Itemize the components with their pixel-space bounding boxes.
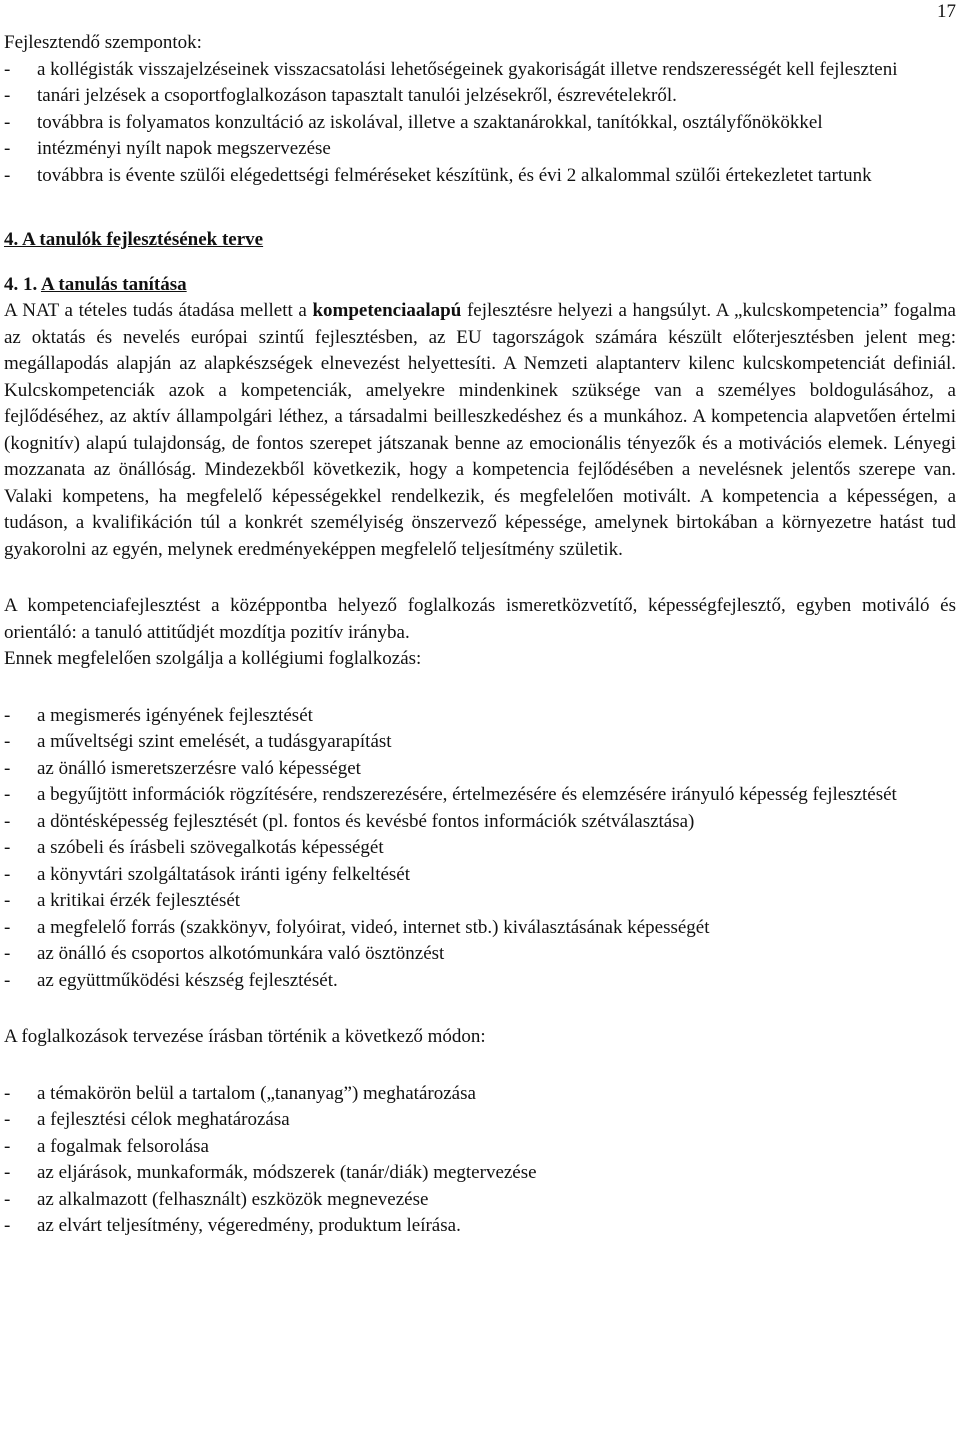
list-item-text: a megfelelő forrás (szakkönyv, folyóirat, videó, internet stb.) kiválasztásának képességét — [37, 916, 710, 938]
list-item-text: az együttműködési készség fejlesztését. — [37, 969, 338, 991]
list-dash: - — [4, 138, 11, 159]
list-item-text: a kritikai érzék fejlesztését — [37, 890, 241, 911]
list-item — [4, 782, 956, 809]
list-dash: - — [4, 1082, 11, 1104]
list-dash: - — [4, 111, 11, 133]
list-dash: - — [4, 784, 11, 805]
list-item — [4, 57, 956, 84]
subsection-heading — [4, 272, 956, 299]
spacer — [4, 189, 956, 227]
list-item-text: az elvárt teljesítmény, végeredmény, produktum leírása. — [37, 1215, 461, 1236]
list-dash: - — [4, 1215, 11, 1236]
list-item-text: az alkalmazott (felhasznált) eszközök megnevezése — [37, 1188, 429, 1210]
paragraph-planning-intro: A foglalkozások tervezése írásban történik a következő módon: — [4, 1026, 486, 1047]
list-item — [4, 1081, 956, 1108]
spacer — [4, 673, 956, 703]
serve-items-list — [4, 703, 956, 995]
list-item — [4, 941, 956, 968]
list-item-text: továbbra is évente szülői elégedettségi felméréseket készítünk, és évi 2 alkalommal szülői értekezletet tartunk — [37, 164, 872, 186]
list-item — [4, 968, 956, 995]
list-dash: - — [4, 1188, 11, 1210]
list-dash: - — [4, 837, 11, 858]
paragraph-competence — [4, 298, 956, 563]
list-item — [4, 1187, 956, 1214]
spacer — [4, 1051, 956, 1081]
list-dash: - — [4, 85, 11, 106]
list-item-text: továbbra is folyamatos konzultáció az iskolával, illetve a szaktanárokkal, tanítókkal, osztályfőnökökkel — [37, 111, 823, 133]
list-dash: - — [4, 757, 11, 779]
subsection-title: A tanulás tanítása — [40, 273, 187, 295]
list-item — [4, 83, 956, 110]
list-dash: - — [4, 943, 11, 964]
list-item-text: a döntésképesség fejlesztését (pl. fontos és kevésbé fontos információk szétválasztása) — [37, 810, 695, 832]
list-item-text: az önálló ismeretszerzésre való képességet — [37, 757, 361, 779]
list-item — [4, 915, 956, 942]
list-item — [4, 136, 956, 163]
spacer — [4, 563, 956, 593]
list-dash: - — [4, 1135, 11, 1157]
list-dash: - — [4, 164, 11, 186]
list-item — [4, 862, 956, 889]
spacer — [4, 254, 956, 272]
list-dash: - — [4, 916, 11, 938]
list-dash: - — [4, 58, 11, 80]
paragraph-competence-development: A kompetenciafejlesztést a középpontba helyező foglalkozás ismeretközvetítő, képességfejlesztő, egyben motiváló és orientáló: a tanuló attitűdjét mozdítja pozitív irányba. — [4, 595, 956, 643]
list-item-text: a begyűjtött információk rögzítésére, rendszerezésére, értelmezésére és elemzésére irányuló képesség fejlesztését — [37, 784, 897, 805]
list-item — [4, 888, 956, 915]
list-dash: - — [4, 810, 11, 832]
subsection-number: 4. 1. — [4, 273, 38, 295]
paragraph-text: A NAT a tételes tudás átadása mellett a — [4, 300, 313, 321]
list-dash: - — [4, 704, 11, 726]
list-item-text: a szóbeli és írásbeli szövegalkotás képességét — [37, 837, 384, 858]
list-dash: - — [4, 1162, 11, 1183]
page-number: 17 — [937, 1, 956, 22]
paragraph-serves-intro: Ennek megfelelően szolgálja a kollégiumi foglalkozás: — [4, 648, 422, 669]
list-item — [4, 1213, 956, 1240]
list-item — [4, 163, 956, 190]
list-item — [4, 809, 956, 836]
list-item-text: a műveltségi szint emelését, a tudásgyarapítást — [37, 731, 392, 752]
list-item-text: a kollégisták visszajelzéseinek visszacsatolási lehetőségeinek gyakoriságát illetve rendszerességét kell fejleszteni — [37, 58, 898, 80]
list-item — [4, 1107, 956, 1134]
list-item — [4, 1134, 956, 1161]
bold-term: kompetenciaalapú — [312, 300, 462, 321]
list-item-text: tanári jelzések a csoportfoglalkozáson tapasztalt tanulói jelzésekről, észrevételekről. — [37, 85, 677, 106]
paragraph-text: fejlesztésre helyezi a hangsúlyt. A „kulcskompetencia” fogalma az oktatás és nevelés európai szintű fejlesztésben, az EU tagországok számára készült előterjesztésben jelent meg: megállapodás alapján az alapkészségek elnevezést helyettesíti. A Nemzeti alaptanterv kilenc kulcskompetenciát definiál. Kulcskompetenciák azok a kompetenciák, amelyekre mindenkinek szüksége van a személyes boldogulásához, a fejlődéséhez, az aktív állampolgári léthez, a társadalmi beilleszkedéshez és a munkához. A kompetencia alapvetően értelmi (kognitív) alapú tulajdonság, de fontos szerepet játszanak benne az emocionális tényezők és a motivációs elemek. Lényegi mozzanata az önállóság. Mindezekből következik, hogy a kompetencia fejlődésében a nevelésnek jelentős szerepe van. Valaki kompetens, ha megfelelő képességekkel rendelkezik, és megfelelően motivált. A kompetencia a képességen, a tudáson, a kvalifikáción túl a konkrét személyiség önszervező képessége, amelynek birtokában a környezetre hatást tud gyakorolni az egyén, melynek eredményeképpen megfelelő teljesítmény születik. — [4, 300, 956, 560]
list-item-text: a fejlesztési célok meghatározása — [37, 1109, 290, 1130]
list-item-text: a megismerés igényének fejlesztését — [37, 704, 313, 726]
page-content — [4, 30, 956, 1240]
list-item-text: az eljárások, munkaformák, módszerek (tanár/diák) megtervezése — [37, 1162, 537, 1183]
list-item-text: a könyvtári szolgáltatások iránti igény felkeltését — [37, 863, 411, 885]
list-item — [4, 756, 956, 783]
development-points-list — [4, 57, 956, 190]
list-item — [4, 703, 956, 730]
list-dash: - — [4, 1109, 11, 1130]
list-item — [4, 110, 956, 137]
list-item-text: a fogalmak felsorolása — [37, 1135, 209, 1157]
list-item — [4, 835, 956, 862]
spacer — [4, 994, 956, 1024]
list-dash: - — [4, 731, 11, 752]
list-dash: - — [4, 969, 11, 991]
list-item — [4, 729, 956, 756]
list-dash: - — [4, 863, 11, 885]
list-dash: - — [4, 890, 11, 911]
list-item — [4, 1160, 956, 1187]
section-heading: 4. A tanulók fejlesztésének terve — [4, 229, 264, 250]
list-item-text: a témakörön belül a tartalom („tananyag”) meghatározása — [37, 1082, 476, 1104]
development-points-title: Fejlesztendő szempontok: — [4, 32, 202, 53]
list-item-text: az önálló és csoportos alkotómunkára való ösztönzést — [37, 943, 445, 964]
planning-items-list — [4, 1081, 956, 1240]
list-item-text: intézményi nyílt napok megszervezése — [37, 138, 331, 159]
